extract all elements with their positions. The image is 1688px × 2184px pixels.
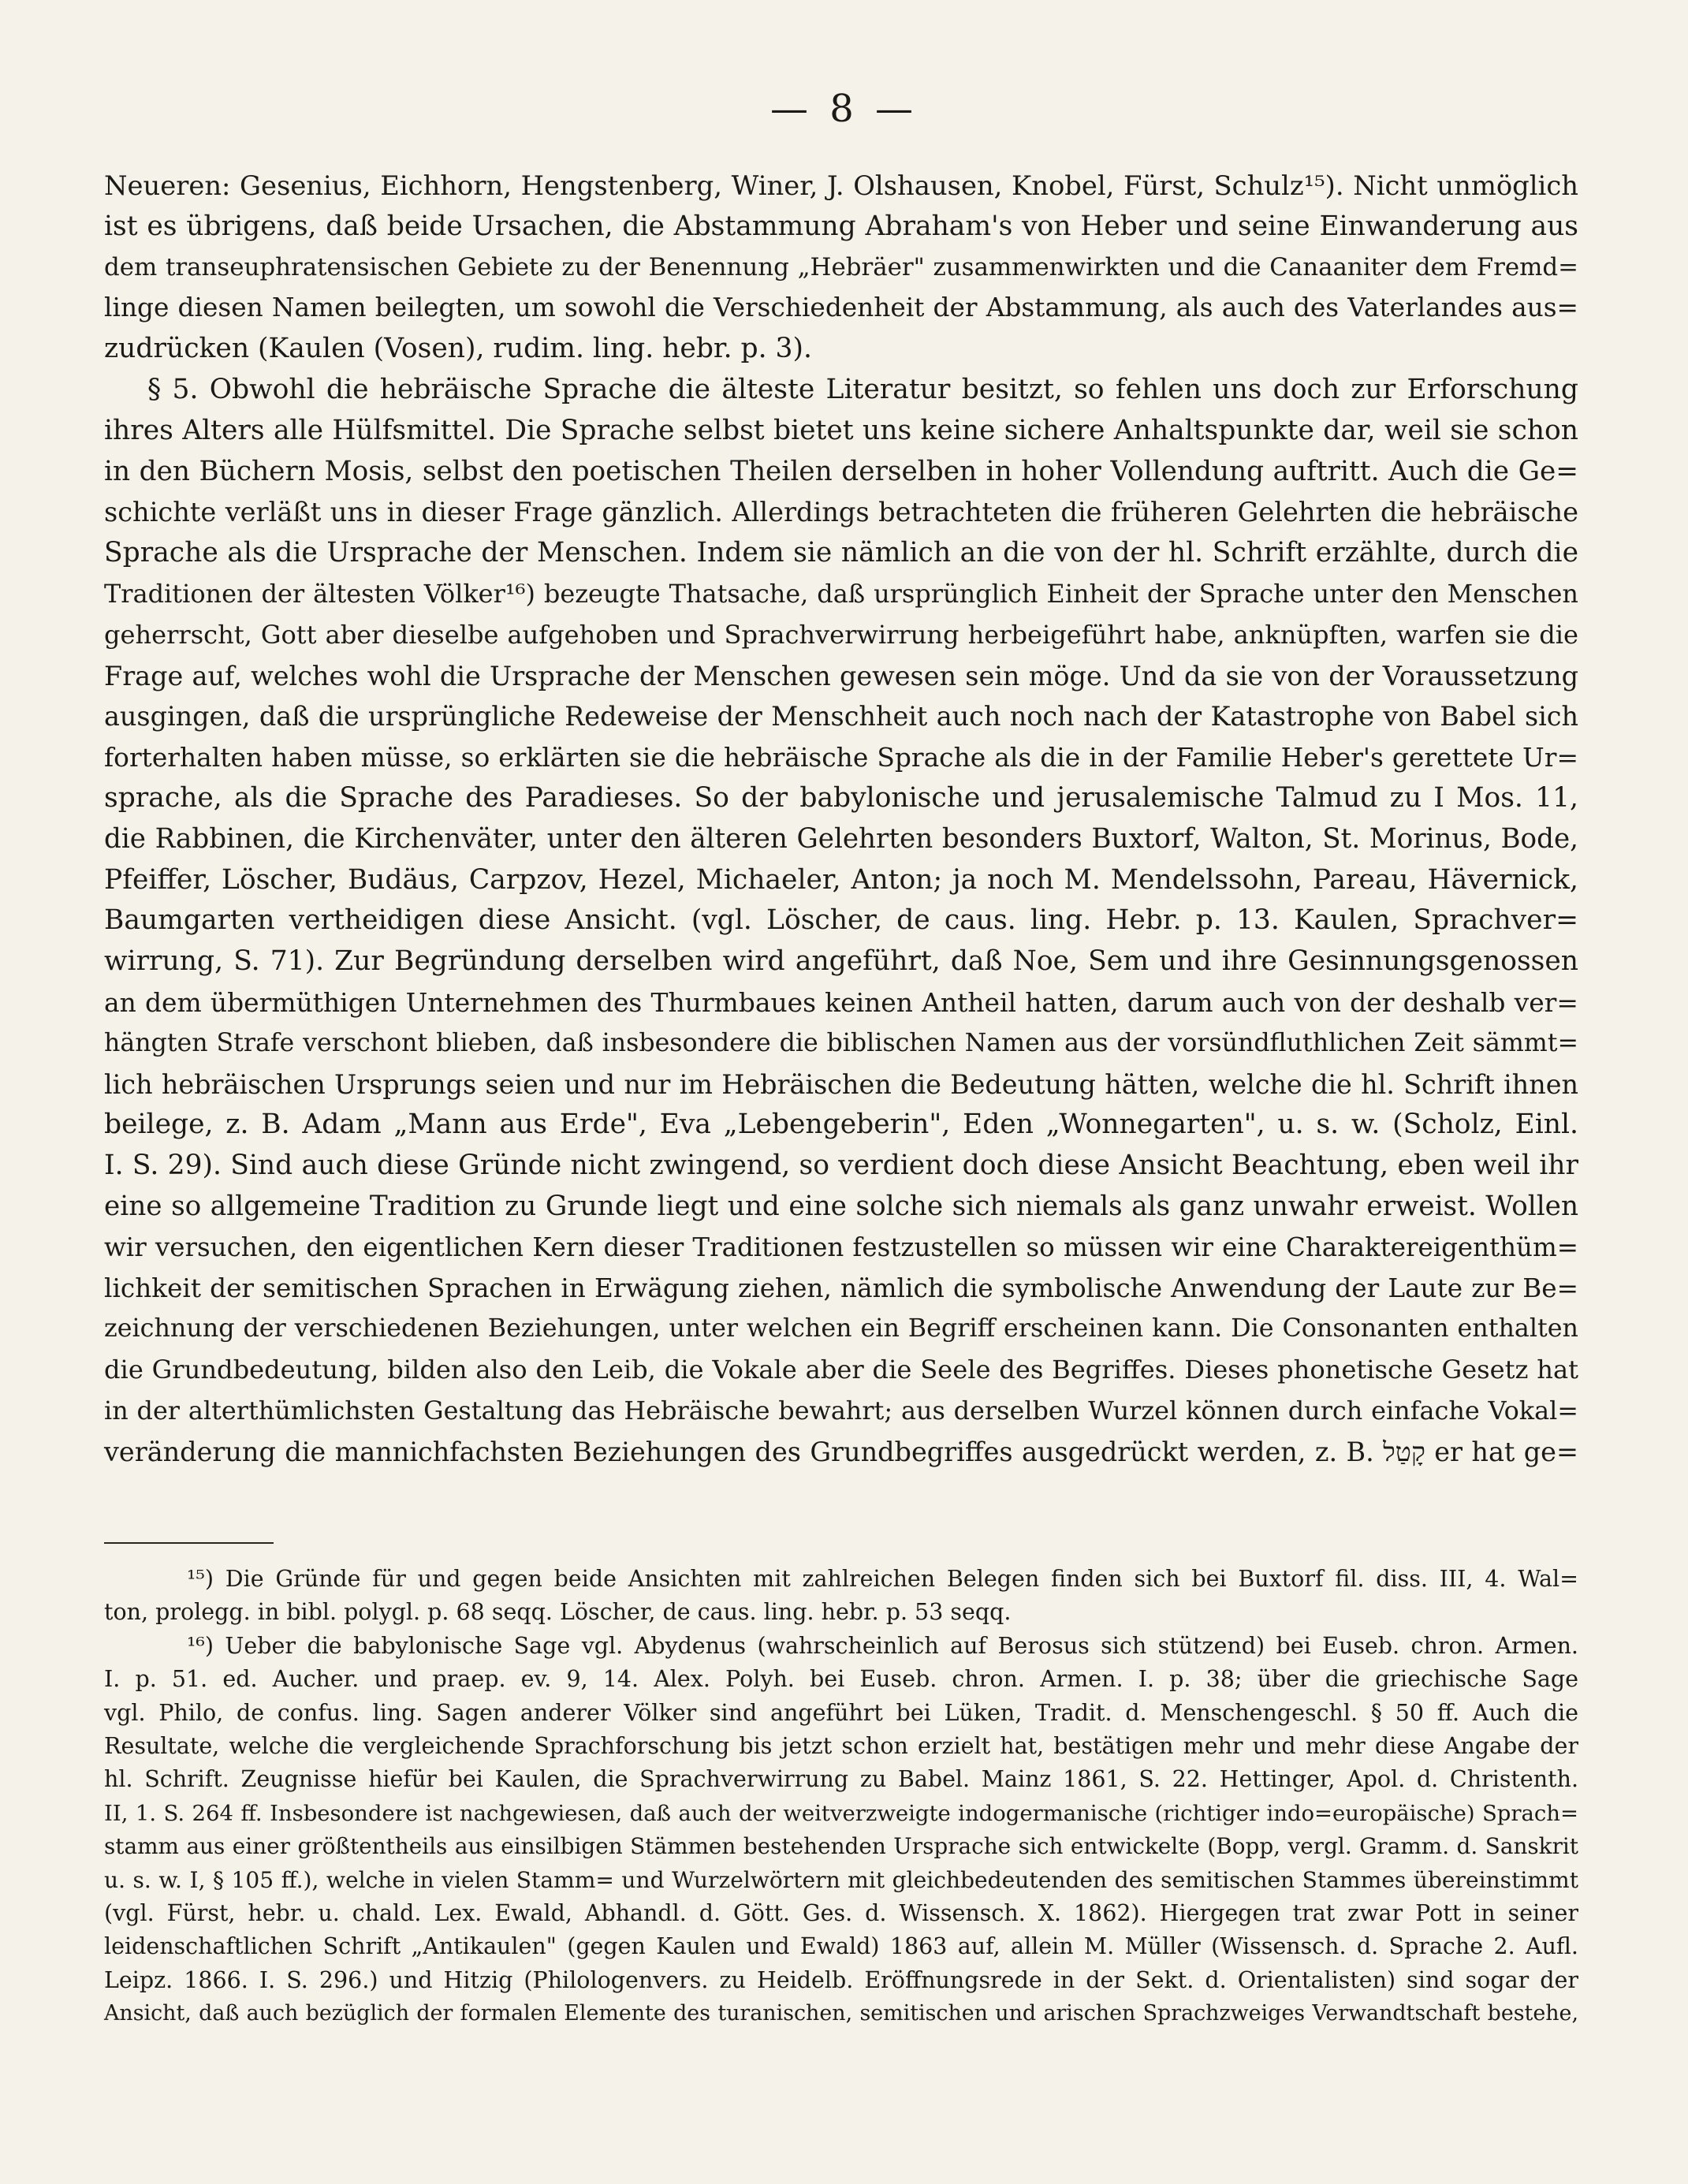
text-line: ihres Alters alle Hülfsmittel. Die Sprache selbst bietet uns keine sichere Anhaltspunkte dar, weil sie schon	[104, 414, 1578, 446]
footnote-line: ¹⁶) Ueber die babylonische Sage vgl. Abydenus (wahrscheinlich auf Berosus sich stützend) bei Euseb. chron. Armen.	[187, 1632, 1578, 1659]
footnote-divider	[104, 1542, 274, 1544]
footnote-line: Ansicht, daß auch bezüglich der formalen Elemente des turanischen, semitischen und arischen Sprachzweiges Verwandtschaft bestehe,	[104, 2001, 1578, 2026]
text-line: sprache, als die Sprache des Paradieses. So der babylonische und jerusalemische Talmud zu I Mos. 11,	[104, 781, 1578, 814]
text-line: zeichnung der verschiedenen Beziehungen, unter welchen ein Begriff erscheinen kann. Die Consonanten enthalten	[104, 1314, 1578, 1344]
footnote-line: u. s. w. I, § 105 ff.), welche in vielen Stamm= und Wurzelwörtern mit gleichbedeutenden des semitischen Stammes übereinstimmt	[104, 1866, 1578, 1893]
text-line: in den Büchern Mosis, selbst den poetischen Theilen derselben in hoher Vollendung auftritt. Auch die Ge=	[104, 455, 1578, 487]
text-line: wir versuchen, den eigentlichen Kern dieser Traditionen festzustellen so müssen wir eine Charaktereigenthüm=	[104, 1232, 1578, 1262]
text-line: Frage auf, welches wohl die Ursprache der Menschen gewesen sein möge. Und da sie von der Voraussetzung	[104, 660, 1578, 691]
text-line: Traditionen der ältesten Völker¹⁶) bezeugte Thatsache, daß ursprünglich Einheit der Sprache unter den Menschen	[104, 578, 1578, 609]
text-line: lich hebräischen Ursprungs seien und nur im Hebräischen die Bedeutung hätten, welche die hl. Schrift ihnen	[104, 1068, 1578, 1100]
main-text	[104, 166, 1578, 1473]
text-line: Sprache als die Ursprache der Menschen. Indem sie nämlich an die von der hl. Schrift erzählte, durch die	[104, 537, 1578, 569]
text-line: Baumgarten vertheidigen diese Ansicht. (vgl. Löscher, de caus. ling. Hebr. p. 13. Kaulen, Sprachver=	[104, 904, 1578, 937]
footnote-line: hl. Schrift. Zeugnisse hiefür bei Kaulen, die Sprachverwirrung zu Babel. Mainz 1861, S. 22. Hettinger, Apol. d. Christenth.	[104, 1766, 1578, 1793]
footnote-line: Leipz. 1866. I. S. 296.) und Hitzig (Philologenvers. zu Heidelb. Eröffnungsrede in der Sekt. d. Orientalisten) sind sogar der	[104, 1966, 1578, 1993]
text-line: in der alterthümlichsten Gestaltung das Hebräische bewahrt; aus derselben Wurzel können durch einfache Vokal=	[104, 1395, 1578, 1426]
text-line: forterhalten haben müsse, so erklärten sie die hebräische Sprache als die in der Familie Heber's gerettete Ur=	[104, 742, 1578, 773]
text-line: die Rabbinen, die Kirchenväter, unter den älteren Gelehrten besonders Buxtorf, Walton, St. Morinus, Bode,	[104, 822, 1578, 855]
footnote-line: vgl. Philo, de confus. ling. Sagen anderer Völker sind angeführt bei Lüken, Tradit. d. Menschengeschl. § 50 ff. Auch die	[104, 1699, 1578, 1726]
text-line: an dem übermüthigen Unternehmen des Thurmbaues keinen Antheil hatten, darum auch von der deshalb ver=	[104, 986, 1578, 1018]
text-line: Pfeiffer, Löscher, Budäus, Carpzov, Hezel, Michaeler, Anton; ja noch M. Mendelssohn, Pareau, Hävernick,	[104, 863, 1578, 896]
text-line: beilege, z. B. Adam „Mann aus Erde", Eva „Lebengeberin", Eden „Wonnegarten", u. s. w. (Scholz, Einl.	[104, 1109, 1578, 1141]
text-line: die Grundbedeutung, bilden also den Leib, die Vokale aber die Seele des Begriffes. Dieses phonetische Gesetz hat	[104, 1355, 1578, 1385]
footnote-line: ¹⁵) Die Gründe für und gegen beide Ansichten mit zahlreichen Belegen finden sich bei Buxtorf fil. diss. III, 4. Wal=	[187, 1566, 1578, 1592]
text-line: geherrscht, Gott aber dieselbe aufgehoben und Sprachverwirrung herbeigeführt habe, anknüpften, warfen sie die	[104, 619, 1578, 650]
text-line: dem transeuphratensischen Gebiete zu der Benennung „Hebräer" zusammenwirkten und die Canaaniter dem Fremd=	[104, 252, 1578, 281]
footnote-line: II, 1. S. 264 ff. Insbesondere ist nachgewiesen, daß auch der weitverzweigte indogermanische (richtiger indo=europäische) Sprach=	[104, 1800, 1578, 1826]
footnote-line: ton, prolegg. in bibl. polygl. p. 68 seqq. Löscher, de caus. ling. hebr. p. 53 seqq.	[104, 1599, 1012, 1626]
footnote-line: leidenschaftlichen Schrift „Antikaulen" (gegen Kaulen und Ewald) 1863 auf, allein M. Müller (Wissensch. d. Sprache 2. Aufl.	[104, 1933, 1578, 1960]
text-line: zudrücken (Kaulen (Vosen), rudim. ling. hebr. p. 3).	[104, 333, 812, 365]
text-line: lichkeit der semitischen Sprachen in Erwägung ziehen, nämlich die symbolische Anwendung der Laute zur Be=	[104, 1273, 1578, 1303]
footnote-line: (vgl. Fürst, hebr. u. chald. Lex. Ewald, Abhandl. d. Gött. Ges. d. Wissensch. X. 1862). Hiergegen trat zwar Pott in seiner	[104, 1900, 1578, 1927]
text-line: eine so allgemeine Tradition zu Grunde liegt und eine solche sich niemals als ganz unwahr erweist. Wollen	[104, 1190, 1578, 1222]
text-line: veränderung die mannichfachsten Beziehungen des Grundbegriffes ausgedrückt werden, z. B. קָטַל er hat ge=	[104, 1436, 1578, 1467]
text-line: I. S. 29). Sind auch diese Gründe nicht zwingend, so verdient doch diese Ansicht Beachtung, eben weil ihr	[104, 1150, 1578, 1182]
footnotes	[104, 1563, 1578, 2031]
footnote-line: Resultate, welche die vergleichende Sprachforschung bis jetzt schon erzielt hat, bestätigen mehr und mehr diese Angabe der	[104, 1733, 1578, 1760]
section-heading-line: § 5. Obwohl die hebräische Sprache die älteste Literatur besitzt, so fehlen uns doch zur Erforschung	[147, 373, 1578, 405]
text-line: Neueren: Gesenius, Eichhorn, Hengstenberg, Winer, J. Olshausen, Knobel, Fürst, Schulz¹⁵). Nicht unmöglich	[104, 170, 1578, 201]
page-number: — 8 —	[769, 87, 919, 131]
text-line: ist es übrigens, daß beide Ursachen, die Abstammung Abraham's von Heber und seine Einwanderung aus	[104, 210, 1578, 242]
text-line: wirrung, S. 71). Zur Begründung derselben wird angeführt, daß Noe, Sem und ihre Gesinnungsgenossen	[104, 945, 1578, 978]
text-line: hängten Strafe verschont blieben, daß insbesondere die biblischen Namen aus der vorsündfluthlichen Zeit sämmt=	[104, 1028, 1578, 1057]
text-line: ausgingen, daß die ursprüngliche Redeweise der Menschheit auch noch nach der Katastrophe von Babel sich	[104, 701, 1578, 732]
text-line: linge diesen Namen beilegten, um sowohl die Verschiedenheit der Abstammung, als auch des Vaterlandes aus=	[104, 293, 1578, 323]
footnote-line: stamm aus einer größtentheils aus einsilbigen Stämmen bestehenden Ursprache sich entwickelte (Bopp, vergl. Gramm. d. Sanskrit	[104, 1833, 1578, 1860]
text-line: schichte verläßt uns in dieser Frage gänzlich. Allerdings betrachteten die früheren Gelehrten die hebräische	[104, 497, 1578, 528]
footnote-line: I. p. 51. ed. Aucher. und praep. ev. 9, 14. Alex. Polyh. bei Euseb. chron. Armen. I. p. 38; über die griechische Sage	[104, 1666, 1578, 1693]
